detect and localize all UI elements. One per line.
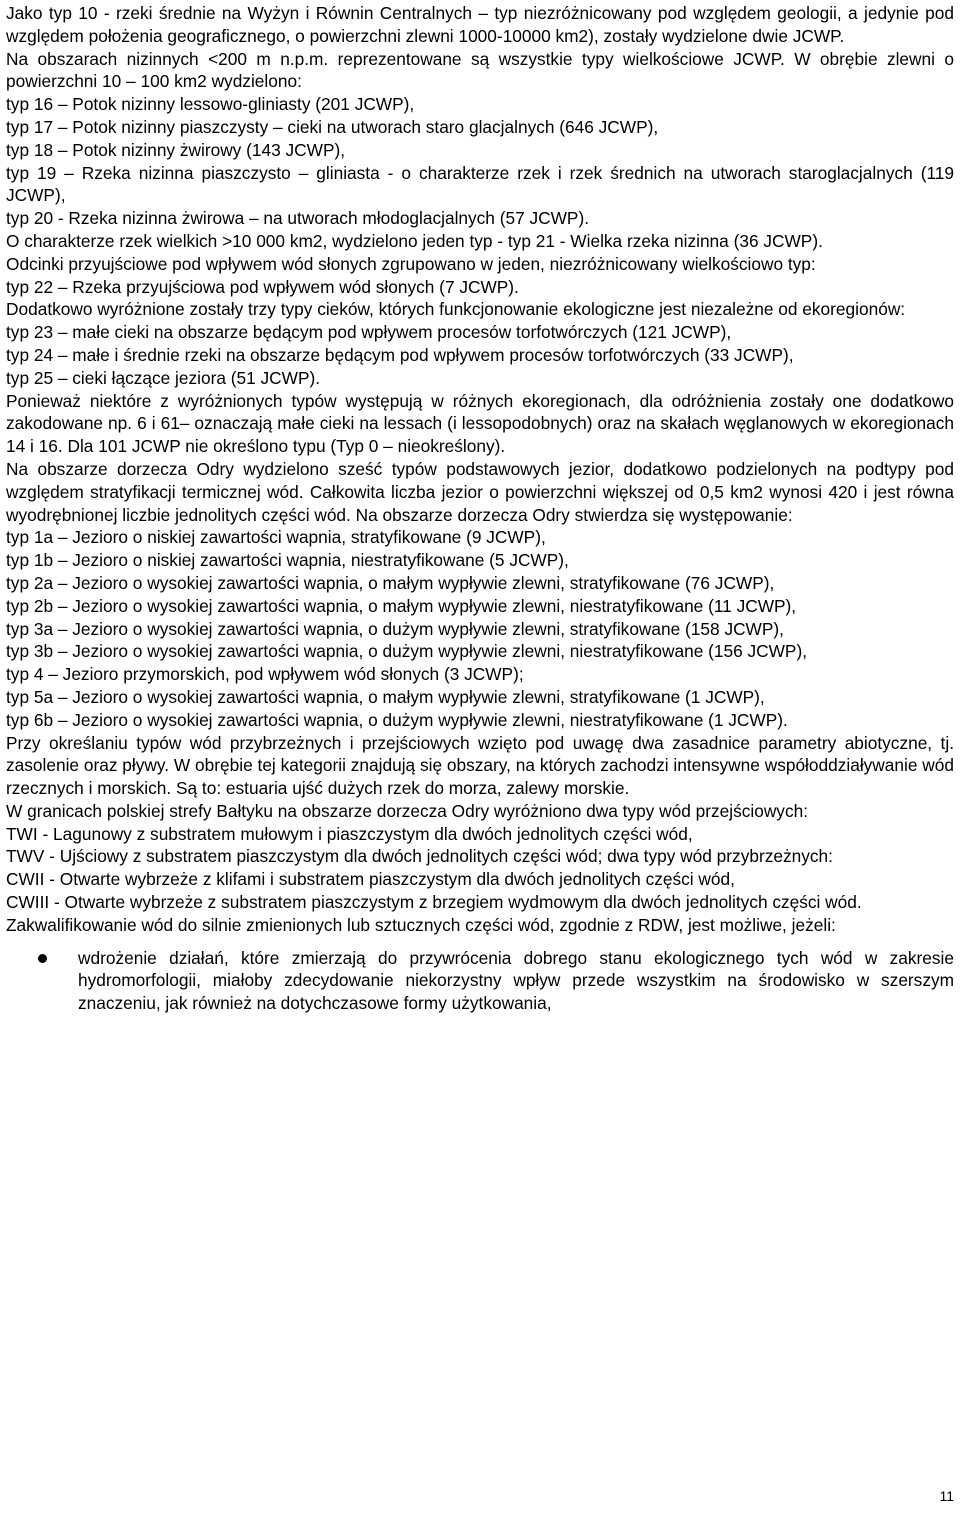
paragraph: typ 2b – Jezioro o wysokiej zawartości wapnia, o małym wypływie zlewni, niestratyfikowane (11 JCWP), <box>6 595 797 616</box>
bullet-text: wdrożenie działań, które zmierzają do przywrócenia dobrego stanu ekologicznego tych wód w zakresie hydromorfologii, miałoby zdecydowanie niekorzystny wpływ przede wszystkim na środowisko w szerszym znaczeniu, jak również na dotychczasowe formy użytkowania, <box>78 947 954 1014</box>
paragraph: W granicach polskiej strefy Bałtyku na obszarze dorzecza Odry wyróżniono dwa typy wód przejściowych: <box>6 800 808 821</box>
paragraph: Na obszarach nizinnych <200 m n.p.m. reprezentowane są wszystkie typy wielkościowe JCWP. W obrębie zlewni o powierzchni 10 – 100 km2 wydzielono: <box>6 48 954 92</box>
paragraph: Przy określaniu typów wód przybrzeżnych i przejściowych wzięto pod uwagę dwa zasadnice parametry abiotyczne, tj. zasolenie oraz pływy. W obrębie tej kategorii znajdują się obszary, na których zachodzi intensywne współoddziaływanie wód rzecznych i morskich. Są to: estuaria ujść dużych rzek do morza, zalewy morskie. <box>6 732 954 799</box>
paragraph: typ 17 – Potok nizinny piaszczysty – cieki na utworach staro glacjalnych (646 JCWP), <box>6 116 659 137</box>
paragraph: typ 5a – Jezioro o wysokiej zawartości wapnia, o małym wypływie zlewni, stratyfikowane (1 JCWP), <box>6 686 765 707</box>
paragraph: typ 3a – Jezioro o wysokiej zawartości wapnia, o dużym wypływie zlewni, stratyfikowane (158 JCWP), <box>6 618 784 639</box>
paragraph: typ 23 – małe cieki na obszarze będącym pod wpływem procesów torfotwórczych (121 JCWP), <box>6 322 732 343</box>
paragraph: typ 20 - Rzeka nizinna żwirowa – na utworach młodoglacjalnych (57 JCWP). <box>6 208 590 229</box>
paragraph: typ 3b – Jezioro o wysokiej zawartości wapnia, o dużym wypływie zlewni, niestratyfikowane (156 JCWP), <box>6 641 808 662</box>
paragraph: TWI - Lagunowy z substratem mułowym i piaszczystym dla dwóch jednolitych części wód, <box>6 823 693 844</box>
paragraph: CWIII - Otwarte wybrzeże z substratem piaszczystym z brzegiem wydmowym dla dwóch jednolitych części wód. <box>6 892 862 913</box>
bullet-list-item <box>6 947 954 1015</box>
paragraph: CWII - Otwarte wybrzeże z klifami i substratem piaszczystym dla dwóch jednolitych części wód, <box>6 869 735 890</box>
paragraph: typ 25 – cieki łączące jeziora (51 JCWP). <box>6 367 321 388</box>
document-page <box>6 2 954 1015</box>
paragraph: O charakterze rzek wielkich >10 000 km2, wydzielono jeden typ - typ 21 - Wielka rzeka nizinna (36 JCWP). <box>6 230 823 251</box>
paragraph: typ 1b – Jezioro o niskiej zawartości wapnia, niestratyfikowane (5 JCWP), <box>6 550 569 571</box>
page-number: 11 <box>939 1488 954 1504</box>
paragraph: Odcinki przyujściowe pod wpływem wód słonych zgrupowano w jeden, niezróżnicowany wielkościowo typ: <box>6 253 816 274</box>
bullet-dot-icon <box>38 954 47 963</box>
paragraph: typ 4 – Jezioro przymorskich, pod wpływem wód słonych (3 JCWP); <box>6 664 524 685</box>
paragraph: Ponieważ niektóre z wyróżnionych typów występują w różnych ekoregionach, dla odróżnienia zostały one dodatkowo zakodowane np. 6 i 61– oznaczają małe cieki na lessach (i lessopodobnych) oraz na skałach węglanowych w ekoregionach 14 i 16. Dla 101 JCWP nie określono typu (Typ 0 – nieokreślony). <box>6 390 954 457</box>
paragraph: typ 1a – Jezioro o niskiej zawartości wapnia, stratyfikowane (9 JCWP), <box>6 527 546 548</box>
paragraph: typ 24 – małe i średnie rzeki na obszarze będącym pod wpływem procesów torfotwórczych (33 JCWP), <box>6 344 794 365</box>
paragraph: typ 19 – Rzeka nizinna piaszczysto – gliniasta - o charakterze rzek i rzek średnich na utworach staroglacjalnych (119 JCWP), <box>6 162 954 206</box>
paragraph: typ 18 – Potok nizinny żwirowy (143 JCWP), <box>6 139 346 160</box>
paragraph: Jako typ 10 - rzeki średnie na Wyżyn i Równin Centralnych – typ niezróżnicowany pod względem geologii, a jedynie pod względem położenia geograficznego, o powierzchni zlewni 1000-10000 km2), zostały wydzielone dwie JCWP. <box>6 3 954 46</box>
paragraph: typ 6b – Jezioro o wysokiej zawartości wapnia, o dużym wypływie zlewni, niestratyfikowane (1 JCWP). <box>6 709 788 730</box>
paragraph: Na obszarze dorzecza Odry wydzielono sześć typów podstawowych jezior, dodatkowo podzielonych na podtypy pod względem stratyfikacji termicznej wód. Całkowita liczba jezior o powierzchni większej od 0,5 km2 wynosi 420 i jest równa wyodrębnionej liczbie jednolitych części wód. Na obszarze dorzecza Odry stwierdza się występowanie: <box>6 458 954 525</box>
paragraph: Zakwalifikowanie wód do silnie zmienionych lub sztucznych części wód, zgodnie z RDW, jest możliwe, jeżeli: <box>6 914 836 935</box>
paragraph: typ 22 – Rzeka przyujściowa pod wpływem wód słonych (7 JCWP). <box>6 276 519 297</box>
paragraph: typ 16 – Potok nizinny lessowo-gliniasty (201 JCWP), <box>6 94 415 115</box>
paragraph: TWV - Ujściowy z substratem piaszczystym dla dwóch jednolitych części wód; dwa typy wód przybrzeżnych: <box>6 846 833 867</box>
paragraph: Dodatkowo wyróżnione zostały trzy typy cieków, których funkcjonowanie ekologiczne jest niezależne od ekoregionów: <box>6 299 906 320</box>
bullet-list <box>6 947 954 1015</box>
document-body <box>6 2 954 937</box>
paragraph: typ 2a – Jezioro o wysokiej zawartości wapnia, o małym wypływie zlewni, stratyfikowane (76 JCWP), <box>6 572 775 593</box>
